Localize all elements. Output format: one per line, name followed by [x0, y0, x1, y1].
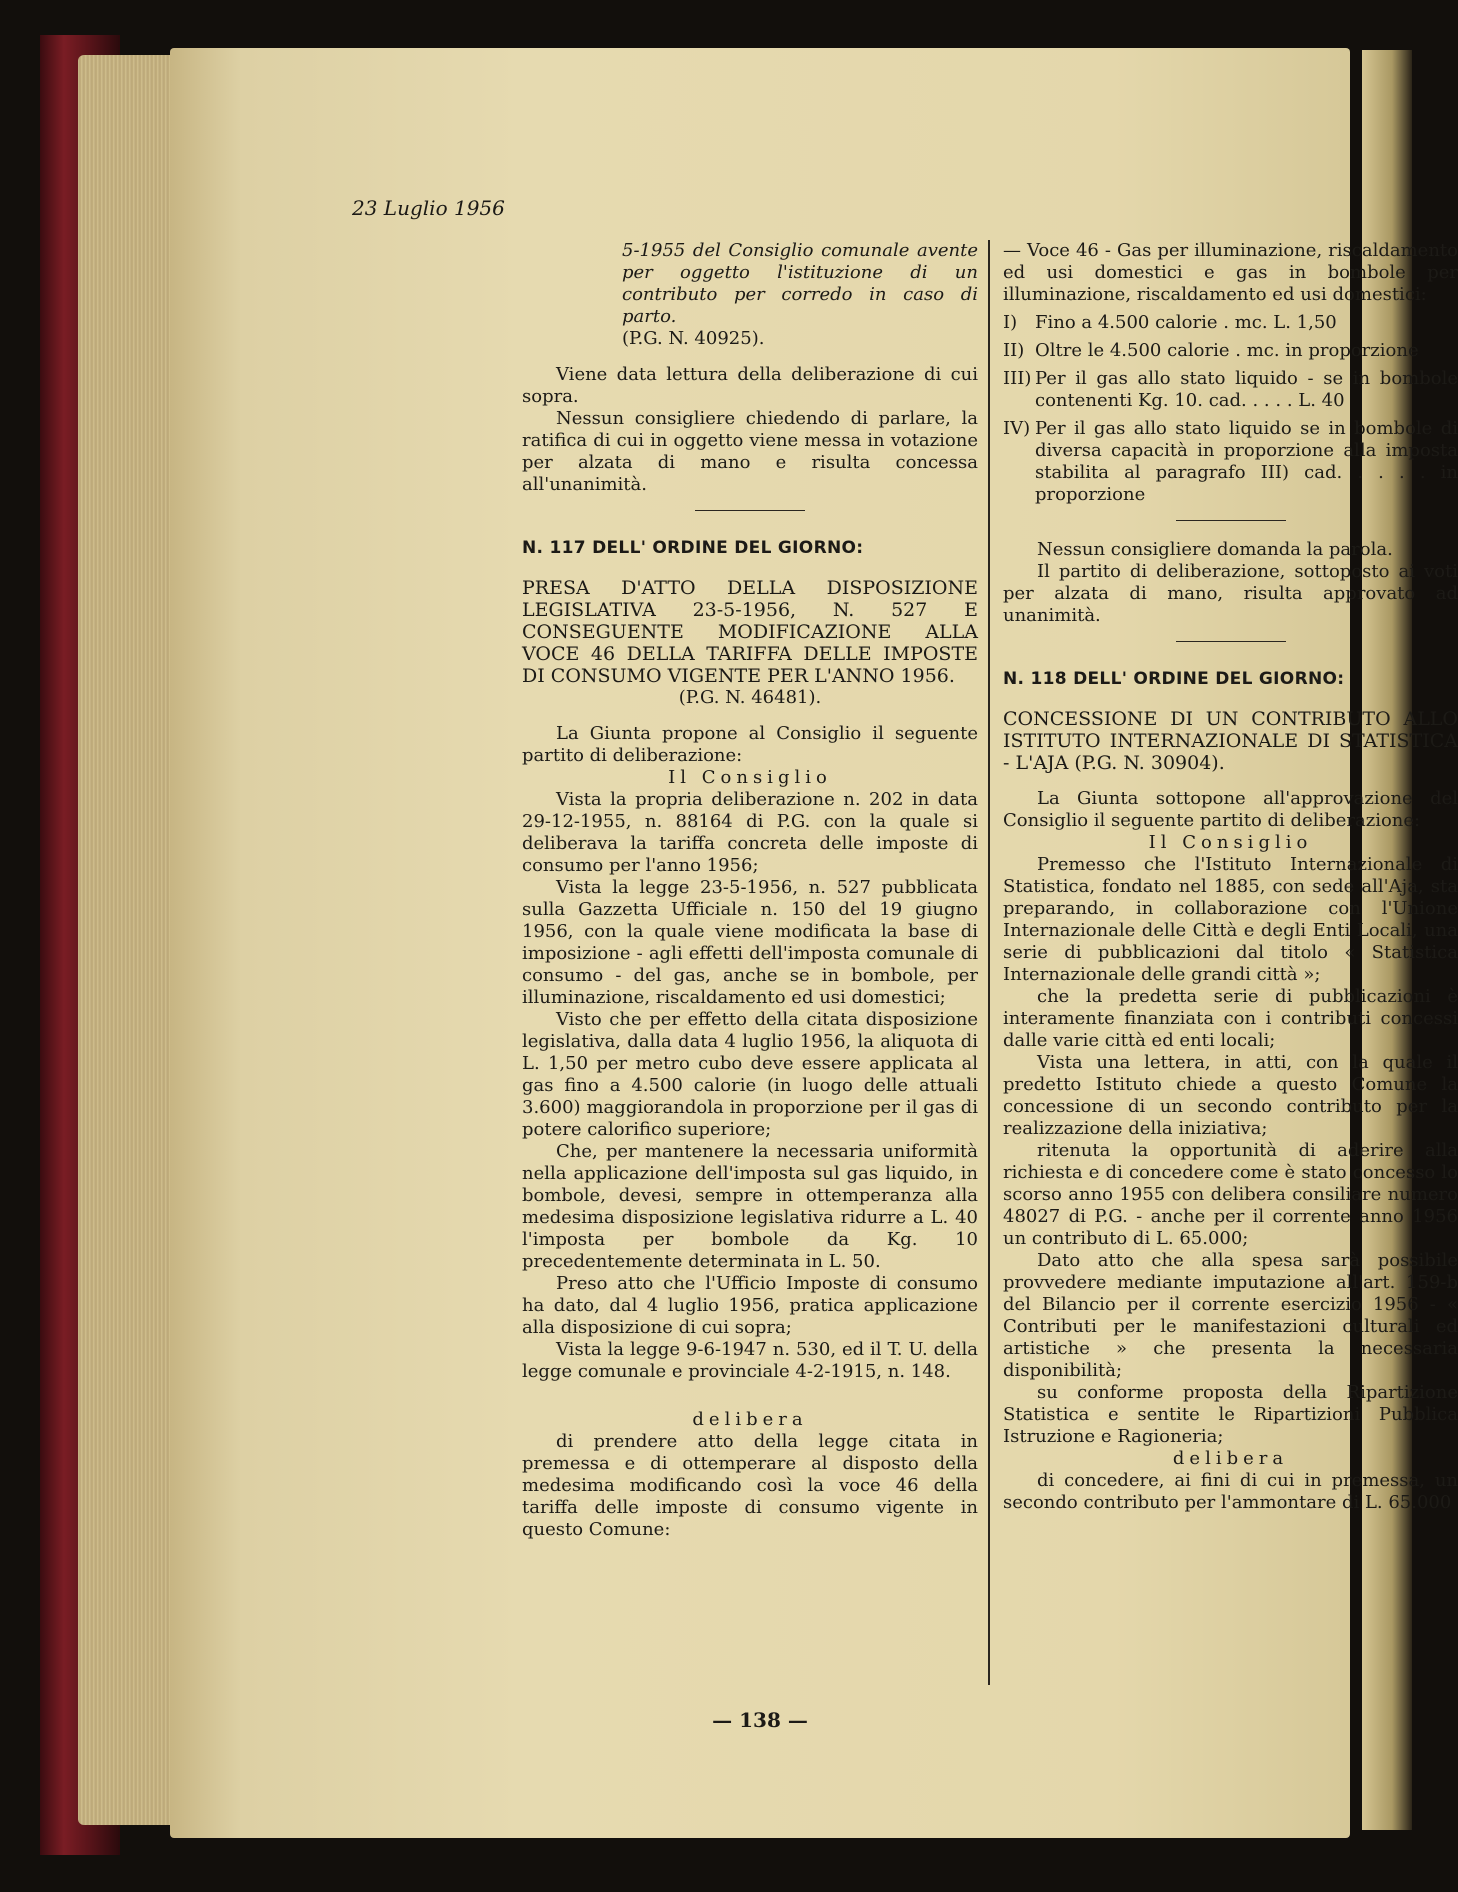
- left-paragraph: Vista la propria deliberazione n. 202 in data 29-12-1955, n. 88164 di P.G. con la quale si deliberava la tariffa concreta delle imposte di consumo per l'anno 1956;: [522, 789, 978, 876]
- left-paragraph: Che, per mantenere la necessaria uniformità nella applicazione dell'imposta sul gas liquido, in bombole, devesi, sempre in ottemperanza alla medesima disposizione legislativa ridurre a L. 40 l'imposta per bombole da Kg. 10 precedentemente determinata in L. 50.: [522, 1141, 978, 1272]
- right-paragraph: su conforme proposta della Ripartizione Statistica e sentite le Ripartizioni Pubblica Istruzione e Ragioneria;: [1003, 1382, 1458, 1447]
- divider: [1176, 520, 1286, 521]
- item-number: I): [1003, 312, 1018, 333]
- left-paragraph: Preso atto che l'Ufficio Imposte di consumo ha dato, dal 4 luglio 1956, pratica applicazione alla disposizione di cui sopra;: [522, 1273, 978, 1338]
- consiglio-heading-118: Il Consiglio: [1148, 832, 1313, 853]
- page-date-header: 23 Luglio 1956: [352, 196, 505, 220]
- item-text: Per il gas allo stato liquido - se in bombole contenenti Kg. 10. cad. . . . . L. 40: [1035, 368, 1458, 411]
- page-number: — 138 —: [712, 1708, 808, 1732]
- divider: [1176, 641, 1286, 642]
- right-paragraph: ritenuta la opportunità di aderire alla richiesta e di concedere come è stato concesso lo scorso anno 1955 con delibera consiliare numero 48027 di P.G. - anche per il corrente anno 1956 un contributo di L. 65.000;: [1003, 1140, 1458, 1249]
- document-page: [170, 48, 1458, 1838]
- voce-46: — Voce 46 - Gas per illuminazione, riscaldamento ed usi domestici e gas in bombole per illuminazione, riscaldamento ed usi domestici:: [1003, 240, 1458, 305]
- giunta-proposal-118: La Giunta sottopone all'approvazione del Consiglio il seguente partito di deliberazione:: [1003, 788, 1458, 831]
- paragraph-partito: Il partito di deliberazione, sottoposto ai voti per alzata di mano, risulta approvato ad unanimità.: [1003, 561, 1458, 626]
- delibera-heading: delibera: [692, 1409, 808, 1430]
- divider: [695, 510, 805, 511]
- right-paragraph: Vista una lettera, in atti, con la quale il predetto Istituto chiede a questo Comune la concessione di un secondo contributo per la realizzazione della iniziativa;: [1003, 1052, 1458, 1139]
- subject-117: PRESA D'ATTO DELLA DISPOSIZIONE LEGISLATIVA 23-5-1956, N. 527 E CONSEGUENTE MODIFICAZIONE ALLA VOCE 46 DELLA TARIFFA DELLE IMPOSTE DI CONSUMO VIGENTE PER L'ANNO 1956.: [522, 577, 978, 687]
- item-number: IV): [1003, 418, 1031, 439]
- left-paragraph: Vista la legge 23-5-1956, n. 527 pubblicata sulla Gazzetta Ufficiale n. 150 del 19 giugno 1956, con la quale viene modificata la base di imposizione - agli effetti dell'imposta comunale di consumo - del gas, anche se in bombole, per illuminazione, riscaldamento ed usi domestici;: [522, 877, 978, 1008]
- item-text: Oltre le 4.500 calorie . mc. in proporzione: [1035, 340, 1419, 361]
- intro-italic: 5-1955 del Consiglio comunale avente per oggetto l'istituzione di un contributo per corredo in caso di parto.: [622, 240, 978, 327]
- paragraph-ratifica: Nessun consigliere chiedendo di parlare, la ratifica di cui in oggetto viene messa in votazione per alzata di mano e risulta concessa all'unanimità.: [522, 408, 978, 495]
- subject-118: CONCESSIONE DI UN CONTRIBUTO ALLO ISTITUTO INTERNAZIONALE DI STATISTICA - L'AJA (P.G. N. 30904).: [1003, 708, 1458, 774]
- left-paragraph: Visto che per effetto della citata disposizione legislativa, dalla data 4 luglio 1956, la aliquota di L. 1,50 per metro cubo deve essere applicata al gas fino a 4.500 calorie (in luogo delle attuali 3.600) maggiorandola in proporzione per il gas di potere calorifico superiore;: [522, 1009, 978, 1140]
- intro-pg: (P.G. N. 40925).: [622, 328, 765, 349]
- order-title-118: N. 118 DELL' ORDINE DEL GIORNO:: [1003, 669, 1345, 689]
- item-text: Fino a 4.500 calorie . mc. L. 1,50: [1035, 312, 1337, 333]
- column-divider: [988, 240, 990, 1685]
- giunta-proposal: La Giunta propone al Consiglio il seguente partito di deliberazione:: [522, 723, 978, 766]
- right-column: [1003, 240, 1458, 1514]
- right-paragraph: che la predetta serie di pubblicazioni è interamente finanziata con i contributi concessi dalle varie città ed enti locali;: [1003, 986, 1458, 1051]
- right-paragraph: Dato atto che alla spesa sarà possibile provvedere mediante imputazione all'art. 159-b del Bilancio per il corrente esercizio 1956 - « Contributi per le manifestazioni culturali ed artistiche » che presenta la necessaria disponibilità;: [1003, 1250, 1458, 1381]
- item-number: III): [1003, 368, 1032, 389]
- left-paragraph: Vista la legge 9-6-1947 n. 530, ed il T. U. della legge comunale e provinciale 4-2-1915, n. 148.: [522, 1339, 978, 1382]
- subject-117-pg: (P.G. N. 46481).: [678, 687, 822, 708]
- left-final-paragraph: di prendere atto della legge citata in premessa e di ottemperare al disposto della medesima modificando così la voce 46 della tariffa delle imposte di consumo vigente in questo Comune:: [522, 1431, 978, 1540]
- right-paragraph: Premesso che l'Istituto Internazionale di Statistica, fondato nel 1885, con sede all'Aja, sta preparando, in collaborazione con l'Unione Internazionale delle Città e degli Enti Locali, una serie di pubblicazioni dal titolo « Statistica Internazionale delle grandi città »;: [1003, 854, 1458, 985]
- order-title-117: N. 117 DELL' ORDINE DEL GIORNO:: [522, 538, 864, 558]
- paragraph-lettura: Viene data lettura della deliberazione di cui sopra.: [522, 364, 978, 407]
- paragraph-nessun: Nessun consigliere domanda la parola.: [1037, 539, 1393, 560]
- tariff-item: [1003, 418, 1458, 506]
- tariff-item: [1003, 340, 1458, 362]
- delibera-heading-118: delibera: [1172, 1448, 1289, 1469]
- consiglio-heading: Il Consiglio: [668, 767, 832, 788]
- right-final-paragraph: di concedere, ai fini di cui in premessa, un secondo contributo per l'ammontare di L. 65.000: [1003, 1470, 1458, 1513]
- tariff-item: [1003, 312, 1458, 334]
- item-text: Per il gas allo stato liquido se in bombole di diversa capacità in proporzione alla imposta stabilita al paragrafo III) cad. . . . . in proporzione: [1035, 418, 1458, 505]
- left-column: [522, 240, 978, 1541]
- item-number: II): [1003, 340, 1025, 361]
- tariff-item: [1003, 368, 1458, 412]
- page-edges: [78, 55, 178, 1825]
